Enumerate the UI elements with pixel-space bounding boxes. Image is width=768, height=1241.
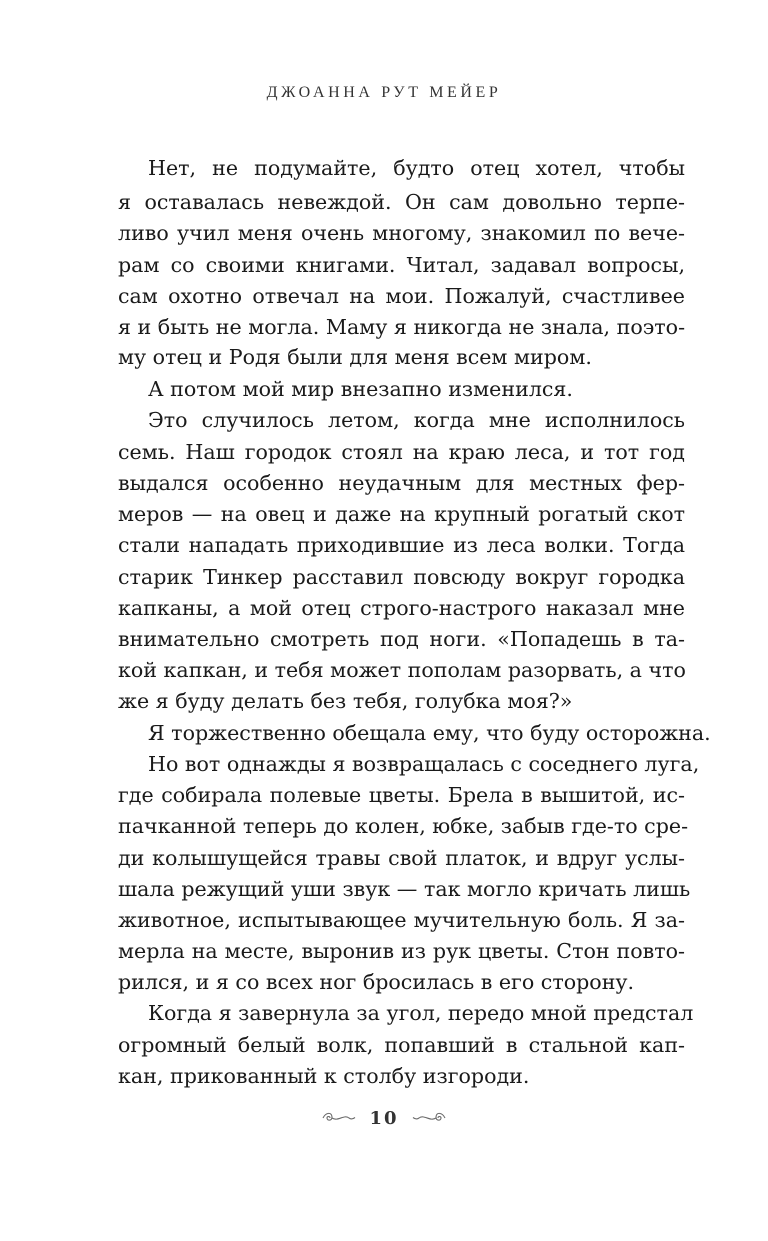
page-footer — [0, 1103, 768, 1133]
text-line: Но вот однажды я возвращалась с соседнего луга, — [148, 752, 700, 776]
text-line: рился, и я со всех ног бросилась в его сторону. — [118, 970, 635, 994]
text-line: кан, прикованный к столбу изгороди. — [118, 1064, 530, 1088]
text-line: огромный белый волк, попавший в стальной кап- — [118, 1033, 685, 1057]
text-line: кой капкан, и тебя может пополам разорвать, а что — [118, 658, 686, 682]
text-line: Это случилось летом, когда мне исполнилось — [148, 408, 685, 432]
text-line: где собирала полевые цветы. Брела в вышитой, ис- — [118, 783, 685, 807]
text-line: капканы, а мой отец строго-настрого наказал мне — [118, 596, 685, 620]
page-number: 10 — [369, 1107, 399, 1129]
text-line: рам со своими книгами. Читал, задавал вопросы, — [118, 253, 685, 277]
text-line: внимательно смотреть под ноги. «Попадешь в та- — [118, 627, 685, 651]
text-line: старик Тинкер расставил повсюду вокруг городка — [118, 565, 685, 589]
text-line: Нет, не подумайте, будто отец хотел, чтобы — [148, 156, 685, 180]
text-line: семь. Наш городок стоял на краю леса, и тот год — [118, 440, 685, 464]
text-line: Когда я завернула за угол, передо мной предстал — [148, 1001, 694, 1025]
text-line: меров — на овец и даже на крупный рогатый скот — [118, 502, 685, 526]
text-line: му отец и Родя были для меня всем миром. — [118, 345, 592, 369]
flourish-right-icon — [411, 1111, 447, 1125]
text-line: мерла на месте, выронив из рук цветы. Стон повто- — [118, 939, 685, 963]
text-line: Я торжественно обещала ему, что буду осторожна. — [148, 721, 711, 745]
text-line: я оставалась невеждой. Он сам довольно терпе- — [118, 190, 685, 214]
text-line: пачканной теперь до колен, юбке, забыв где-то сре- — [118, 814, 689, 838]
running-head: ДЖОАННА РУТ МЕЙЕР — [266, 84, 502, 101]
flourish-left-icon — [321, 1111, 357, 1125]
text-line: шала режущий уши звук — так могло кричать лишь — [118, 877, 691, 901]
text-line: ливо учил меня очень многому, знакомил по вече- — [118, 221, 685, 245]
text-line: я и быть не могла. Маму я никогда не знала, поэто- — [118, 315, 686, 339]
text-line: животное, испытывающее мучительную боль. Я за- — [118, 908, 685, 932]
text-line: сам охотно отвечал на мои. Пожалуй, счастливее — [118, 284, 685, 308]
text-line: выдался особенно неудачным для местных фер- — [118, 471, 685, 495]
text-line: А потом мой мир внезапно изменился. — [148, 377, 573, 401]
text-line: стали нападать приходившие из леса волки. Тогда — [118, 533, 685, 557]
text-line: же я буду делать без тебя, голубка моя?» — [118, 689, 573, 713]
text-line: ди колышущейся травы свой платок, и вдруг услы- — [118, 846, 685, 870]
